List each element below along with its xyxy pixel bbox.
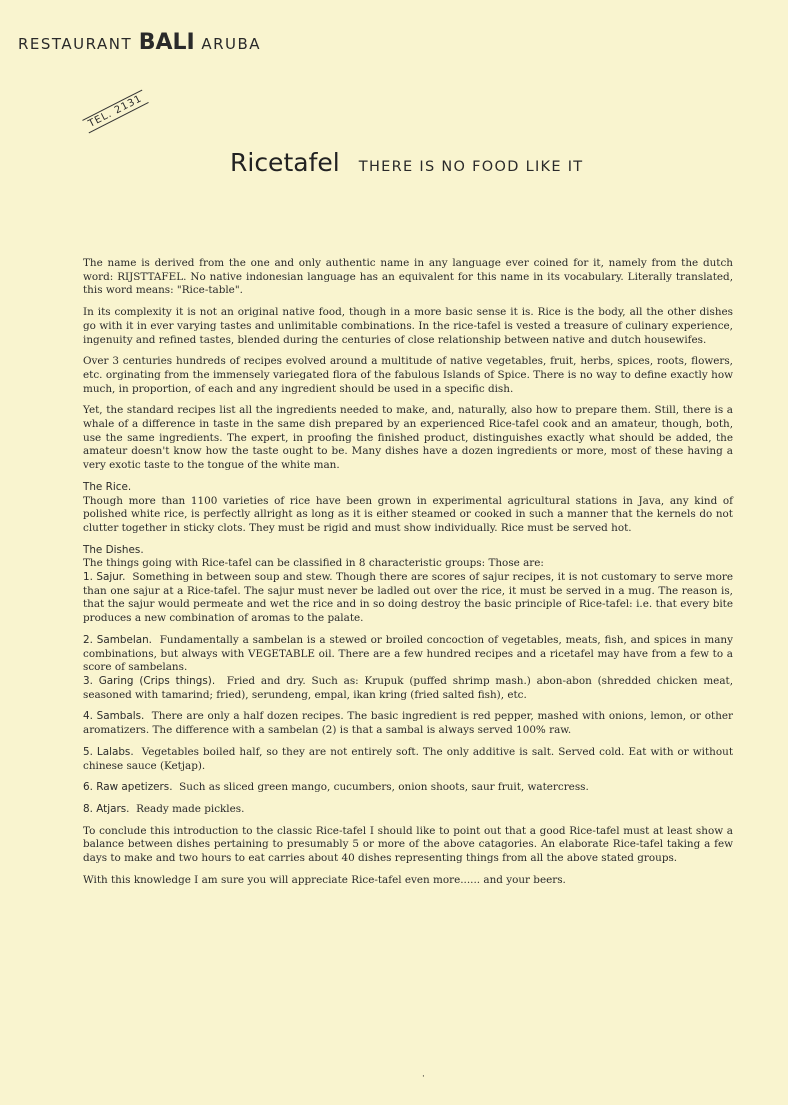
dishes-intro: The things going with Rice-tafel can be classified in 8 characteristic groups: Those are: (83, 557, 544, 570)
dish-item (83, 710, 733, 737)
dish-item-text: Fundamentally a sambelan is a stewed or broiled concoction of vegetables, meats, fish, and spices in many combinations, but always with VEGETABLE oil. There are a few hundred recipes and a ricetafel may have from a few to a score of sambelans. (83, 633, 733, 674)
rice-paragraph: Though more than 1100 varieties of rice have been grown in experimental agricultural stations in Java, any kind of polished white rice, is perfectly allright as long as it is either steamed or cooked in such a manner that the kernels do not clutter together in sticky clots. They must be rigid and must show individually. Rice must be served hot. (83, 494, 733, 534)
dish-item-text: Something in between soup and stew. Though there are scores of sajur recipes, it is not customary to serve more than one sajur at a Rice-tafel. The sajur must never be ladled out over the rice, it must be served in a mug. The reason is, that the sajur would permeate and wet the rice and in so doing destroy the basic principle of Rice-tafel: i.e. that every bite produces a new combination of aromas to the palate. (83, 571, 734, 625)
restaurant-label: RESTAURANT (18, 35, 133, 53)
dish-item-title: 2. Sambelan. (83, 633, 152, 646)
dish-item-title: 6. Raw apetizers. (83, 781, 173, 794)
restaurant-name: BALI (138, 30, 195, 55)
dish-item (83, 746, 733, 773)
dish-item (83, 803, 733, 817)
title-row (230, 148, 583, 177)
recipes-paragraph: Over 3 centuries hundreds of recipes evolved around a multitude of native vegetables, fruit, herbs, spices, roots, flowers, etc. orginating from the immensely variegated flora of the fabulous Islands of Spice. There is no way to define exactly how much, in proportion, of each and any ingredient should be used in a specific dish. (83, 355, 733, 395)
dish-item (83, 634, 733, 675)
page-subtitle: THERE IS NO FOOD LIKE IT (358, 159, 584, 175)
dish-item (83, 675, 733, 702)
conclusion-paragraph: To conclude this introduction to the classic Rice-tafel I should like to point out that a good Rice-tafel must at least show a balance between dishes pertaining to presumably 5 or more of the above catagories. An elaborate Rice-tafel taking a few days to make and two hours to eat carries about 40 dishes representing things from all the above stated groups. (83, 824, 733, 865)
footer-mark: · (422, 1072, 425, 1082)
article-body (83, 257, 733, 895)
dish-item-text: There are only a half dozen recipes. The basic ingredient is red pepper, mashed with onions, lemon, or other aromatizers. The difference with a sambelan (2) is that a sambal is always served 100% raw. (83, 710, 734, 737)
dish-item-title: 3. Garing (Crips things). (83, 674, 216, 687)
dish-item-title: 5. Lalabs. (83, 745, 134, 758)
dish-item (83, 571, 733, 626)
dish-item-text: Such as sliced green mango, cucumbers, onion shoots, saur fruit, watercress. (179, 781, 589, 794)
complexity-paragraph: In its complexity it is not an original native food, though in a more basic sense it is. Rice is the body, all the other dishes go with it in ever varying tastes and unlimitable combinations. In the rice-tafel is vested a treasure of culinary experience, ingenuity and refined tastes, blended during the centuries of close relationship between native and dutch housewifes. (83, 306, 733, 346)
page-title: Ricetafel (230, 148, 340, 177)
standard-recipes-paragraph: Yet, the standard recipes list all the ingredients needed to make, and, naturally, also how to prepare them. Still, there is a whale of a difference in taste in the same dish prepared by an experienced Rice-tafel cook and an amateur, though, both, use the same ingredients. The expert, in proofing the finished product, distinguishes exactly what should be added, the amateur doesn't know how the taste ought to be. Many dishes have a dozen ingredients or more, most of these having a very exotic taste to the tongue of the white man. (83, 404, 733, 472)
dishes-heading: The Dishes. (83, 543, 144, 556)
dish-item-title: 8. Atjars. (83, 802, 130, 815)
dish-item-text: Ready made pickles. (136, 802, 245, 815)
closing-paragraph: With this knowledge I am sure you will appreciate Rice-tafel even more...... and your beers. (83, 873, 566, 886)
rice-heading: The Rice. (83, 480, 132, 493)
dish-item-title: 4. Sambals. (83, 710, 145, 723)
restaurant-location: ARUBA (201, 35, 262, 53)
phone-stamp: TEL. 2131 (82, 90, 148, 134)
restaurant-header (18, 30, 261, 55)
dish-item-text: Fried and dry. Such as: Krupuk (puffed shrimp mash.) abon-abon (shredded chicken meat, seasoned with tamarind; fried), serundeng, empal, ikan kring (fried salted fish), etc. (83, 674, 734, 701)
intro-paragraph: The name is derived from the one and only authentic name in any language ever coined for it, namely from the dutch word: RIJSTTAFEL. No native indonesian language has an equivalent for this name in its vocabulary. Literally translated, this word means: "Rice-table". (83, 257, 733, 297)
dish-item-text: Vegetables boiled half, so they are not entirely soft. The only additive is salt. Served cold. Eat with or without chinese sauce (Ketjap). (83, 745, 733, 772)
dish-item (83, 781, 733, 795)
dish-item-title: 1. Sajur. (83, 571, 126, 584)
